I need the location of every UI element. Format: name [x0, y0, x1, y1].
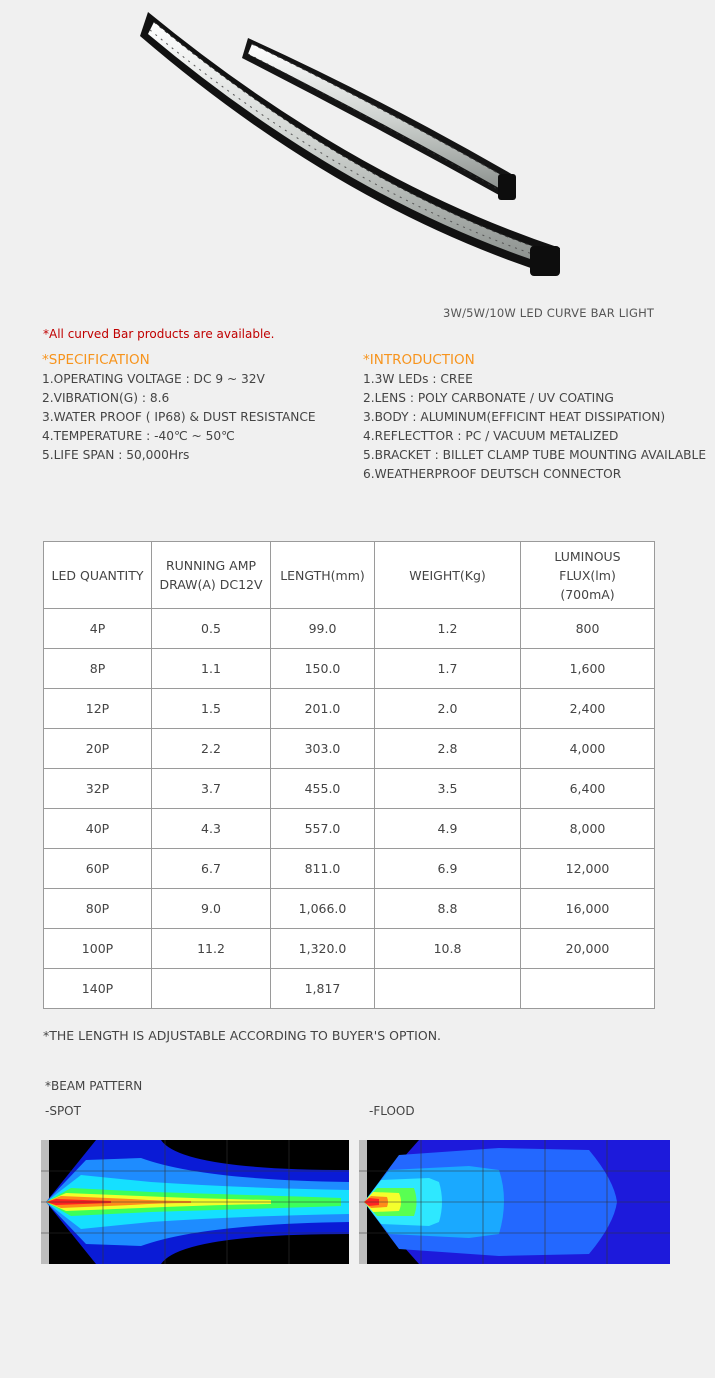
- table-cell: 1,066.0: [271, 889, 375, 929]
- table-cell: 1.5: [152, 689, 271, 729]
- table-cell: 4P: [44, 609, 152, 649]
- table-cell: [521, 969, 655, 1009]
- spec-item: 4.TEMPERATURE : -40℃ ~ 50℃: [42, 429, 235, 443]
- spec-item: 2.VIBRATION(G) : 8.6: [42, 391, 170, 405]
- table-cell: 557.0: [271, 809, 375, 849]
- specification-title: *SPECIFICATION: [42, 352, 150, 368]
- introduction-list: [363, 370, 708, 484]
- spot-beam-pattern: [41, 1140, 349, 1264]
- table-row: [44, 729, 655, 769]
- table-cell: 800: [521, 609, 655, 649]
- led-curve-bar-image: [130, 8, 580, 298]
- specification-section: [42, 352, 352, 465]
- table-row: [44, 809, 655, 849]
- flood-beam-pattern: [359, 1140, 670, 1264]
- table-row: [44, 649, 655, 689]
- intro-item: 5.BRACKET : BILLET CLAMP TUBE MOUNTING AVAILABLE: [363, 448, 707, 462]
- table-cell: 16,000: [521, 889, 655, 929]
- table-cell: 20P: [44, 729, 152, 769]
- table-row: [44, 849, 655, 889]
- flood-label: -FLOOD: [369, 1104, 415, 1118]
- table-row: [44, 929, 655, 969]
- table-cell: 6.7: [152, 849, 271, 889]
- length-note: *THE LENGTH IS ADJUSTABLE ACCORDING TO BUYER'S OPTION.: [43, 1028, 442, 1043]
- beam-pattern-title: *BEAM PATTERN: [45, 1079, 143, 1093]
- table-cell: [152, 969, 271, 1009]
- table-cell: 11.2: [152, 929, 271, 969]
- table-cell: 80P: [44, 889, 152, 929]
- spec-table: [43, 541, 655, 1009]
- table-cell: 811.0: [271, 849, 375, 889]
- product-caption: 3W/5W/10W LED CURVE BAR LIGHT: [443, 306, 655, 320]
- column-header: WEIGHT(Kg): [375, 542, 521, 609]
- table-cell: 201.0: [271, 689, 375, 729]
- introduction-section: [363, 352, 708, 484]
- table-cell: 2.8: [375, 729, 521, 769]
- intro-item: 6.WEATHERPROOF DEUTSCH CONNECTOR: [363, 467, 622, 481]
- table-row: [44, 689, 655, 729]
- table-cell: 100P: [44, 929, 152, 969]
- table-cell: 10.8: [375, 929, 521, 969]
- table-cell: 32P: [44, 769, 152, 809]
- table-cell: 2,400: [521, 689, 655, 729]
- table-cell: 12,000: [521, 849, 655, 889]
- column-header: RUNNING AMP DRAW(A) DC12V: [152, 542, 271, 609]
- table-cell: 40P: [44, 809, 152, 849]
- table-row: [44, 609, 655, 649]
- table-cell: 4.3: [152, 809, 271, 849]
- table-cell: 4.9: [375, 809, 521, 849]
- table-cell: [375, 969, 521, 1009]
- table-cell: 8,000: [521, 809, 655, 849]
- table-cell: 150.0: [271, 649, 375, 689]
- table-cell: 99.0: [271, 609, 375, 649]
- table-cell: 140P: [44, 969, 152, 1009]
- table-row: [44, 889, 655, 929]
- spec-item: 3.WATER PROOF ( IP68) & DUST RESISTANCE: [42, 410, 316, 424]
- table-cell: 2.0: [375, 689, 521, 729]
- table-cell: 6.9: [375, 849, 521, 889]
- table-cell: 3.5: [375, 769, 521, 809]
- intro-item: 1.3W LEDs : CREE: [363, 372, 473, 386]
- table-cell: 0.5: [152, 609, 271, 649]
- intro-item: 3.BODY : ALUMINUM(EFFICINT HEAT DISSIPATION): [363, 410, 666, 424]
- table-cell: 8P: [44, 649, 152, 689]
- spot-label: -SPOT: [45, 1104, 81, 1118]
- table-row: [44, 969, 655, 1009]
- table-cell: 4,000: [521, 729, 655, 769]
- table-cell: 6,400: [521, 769, 655, 809]
- table-cell: 20,000: [521, 929, 655, 969]
- table-cell: 3.7: [152, 769, 271, 809]
- table-cell: 1.7: [375, 649, 521, 689]
- table-cell: 1,600: [521, 649, 655, 689]
- table-cell: 12P: [44, 689, 152, 729]
- introduction-title: *INTRODUCTION: [363, 352, 475, 368]
- table-cell: 1.2: [375, 609, 521, 649]
- intro-item: 2.LENS : POLY CARBONATE / UV COATING: [363, 391, 614, 405]
- table-cell: 455.0: [271, 769, 375, 809]
- spec-item: 1.OPERATING VOLTAGE : DC 9 ~ 32V: [42, 372, 265, 386]
- table-cell: 1,817: [271, 969, 375, 1009]
- table-cell: 2.2: [152, 729, 271, 769]
- table-cell: 60P: [44, 849, 152, 889]
- column-header: LENGTH(mm): [271, 542, 375, 609]
- table-cell: 9.0: [152, 889, 271, 929]
- table-cell: 1.1: [152, 649, 271, 689]
- table-cell: 1,320.0: [271, 929, 375, 969]
- table-row: [44, 769, 655, 809]
- availability-notice: *All curved Bar products are available.: [43, 327, 275, 341]
- table-cell: 8.8: [375, 889, 521, 929]
- specification-list: [42, 370, 352, 465]
- table-cell: 303.0: [271, 729, 375, 769]
- column-header: LED QUANTITY: [44, 542, 152, 609]
- table-header-row: [44, 542, 655, 609]
- spec-item: 5.LIFE SPAN : 50,000Hrs: [42, 448, 190, 462]
- column-header: LUMINOUS FLUX(lm) (700mA): [521, 542, 655, 609]
- intro-item: 4.REFLECTTOR : PC / VACUUM METALIZED: [363, 429, 619, 443]
